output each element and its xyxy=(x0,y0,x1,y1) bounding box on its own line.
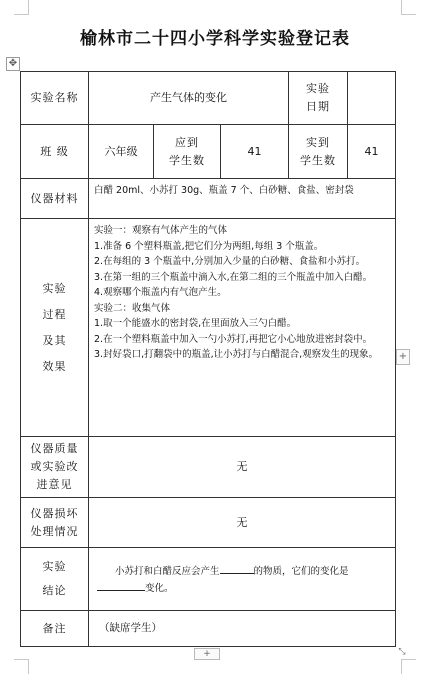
crop-mark-bottom-right xyxy=(401,659,416,674)
row-remarks xyxy=(21,611,396,647)
quality-value[interactable]: 无 xyxy=(89,437,396,498)
actual-students-label xyxy=(289,125,348,179)
experiment-name-value[interactable]: 产生气体的变化 xyxy=(89,72,289,125)
remarks-label: 备注 xyxy=(21,611,89,647)
damage-label xyxy=(21,498,89,548)
remarks-value[interactable]: （缺席学生） xyxy=(89,611,396,647)
damage-value[interactable]: 无 xyxy=(89,498,396,548)
process-label-line2: 过程 xyxy=(42,307,67,321)
row-class xyxy=(21,125,396,179)
process-label-line4: 效果 xyxy=(42,359,67,373)
conclusion-blank-2[interactable] xyxy=(97,579,145,591)
damage-label-line2: 处理情况 xyxy=(30,524,79,538)
row-materials xyxy=(21,179,396,219)
process-label-line3: 及其 xyxy=(42,333,67,347)
experiment-register-table xyxy=(20,71,396,647)
quality-label-line1: 仪器质量 xyxy=(30,442,79,455)
quality-label-line2: 或实验改 xyxy=(30,460,79,473)
page-title: 榆林市二十四小学科学实验登记表 xyxy=(80,29,350,49)
actual-students-value[interactable]: 41 xyxy=(348,125,396,179)
process-line-4: 3.在第一组的三个瓶盖中滴入水,在第二组的三个瓶盖中加入白醋。 xyxy=(94,271,373,283)
process-label xyxy=(21,219,89,437)
conclusion-label-line2: 结论 xyxy=(42,584,67,597)
expected-students-label-line2: 学生数 xyxy=(169,153,205,167)
process-line-3: 2.在每组的 3 个瓶盖中,分别加入少量的白砂糖、食盐和小苏打。 xyxy=(94,256,366,267)
process-line-2: 1.准备 6 个塑料瓶盖,把它们分为两组,每组 3 个瓶盖。 xyxy=(94,240,324,252)
damage-label-line1: 仪器损坏 xyxy=(30,506,79,520)
crop-mark-top-left xyxy=(14,0,29,15)
expected-students-label xyxy=(154,125,221,179)
quality-label xyxy=(21,437,89,498)
process-line-6: 实验二：收集气体 xyxy=(94,302,171,314)
conclusion-value[interactable] xyxy=(89,548,396,611)
conclusion-text-2: 的物质，它们的变化是 xyxy=(253,565,349,577)
process-line-7: 1.取一个能盛水的密封袋,在里面放入三勺白醋。 xyxy=(94,318,297,329)
process-line-8: 2.在一个塑料瓶盖中加入一勺小苏打,再把它小心地放进密封袋中。 xyxy=(94,333,373,345)
conclusion-text-3: 变化。 xyxy=(145,583,174,594)
add-column-icon[interactable]: + xyxy=(396,349,410,365)
expected-students-value[interactable]: 41 xyxy=(221,125,289,179)
conclusion-text-1: 小苏打和白醋反应会产生 xyxy=(115,565,220,577)
table-move-handle-icon[interactable]: ✥ xyxy=(6,57,20,71)
experiment-date-label xyxy=(289,72,348,125)
class-value[interactable]: 六年级 xyxy=(89,125,154,179)
actual-students-label-line2: 学生数 xyxy=(300,153,336,167)
experiment-name-label: 实验名称 xyxy=(21,72,89,125)
row-damage xyxy=(21,498,396,548)
process-label-line1: 实验 xyxy=(42,281,67,295)
add-row-icon[interactable]: + xyxy=(194,648,220,660)
expected-students-label-line1: 应到 xyxy=(175,135,199,149)
quality-label-line3: 进意见 xyxy=(36,478,73,491)
table-resize-handle-icon[interactable]: ⤡ xyxy=(398,647,406,657)
actual-students-label-line1: 实到 xyxy=(306,135,330,149)
row-process xyxy=(21,219,396,437)
conclusion-label xyxy=(21,548,89,611)
process-content[interactable] xyxy=(89,219,396,437)
row-quality xyxy=(21,437,396,498)
crop-mark-top-right xyxy=(401,0,416,15)
experiment-date-label-line1: 实验 xyxy=(306,82,330,95)
conclusion-blank-1[interactable] xyxy=(220,562,254,574)
materials-value[interactable]: 白醋 20ml、小苏打 30g、瓶盖 7 个、白砂糖、食盐、密封袋 xyxy=(89,179,396,219)
class-label: 班 级 xyxy=(21,125,89,179)
crop-mark-bottom-left xyxy=(14,659,29,674)
process-line-9: 3.封好袋口,打翻袋中的瓶盖,让小苏打与白醋混合,观察发生的现象。 xyxy=(94,349,379,360)
materials-label: 仪器材料 xyxy=(21,179,89,219)
conclusion-label-line1: 实验 xyxy=(42,560,67,573)
row-experiment-name xyxy=(21,72,396,125)
row-conclusion xyxy=(21,548,396,611)
experiment-date-value[interactable] xyxy=(348,72,396,125)
process-line-5: 4.观察哪个瓶盖内有气泡产生。 xyxy=(94,287,227,298)
experiment-date-label-line2: 日期 xyxy=(306,100,330,113)
process-line-1: 实验一：观察有气体产生的气体 xyxy=(94,225,228,236)
